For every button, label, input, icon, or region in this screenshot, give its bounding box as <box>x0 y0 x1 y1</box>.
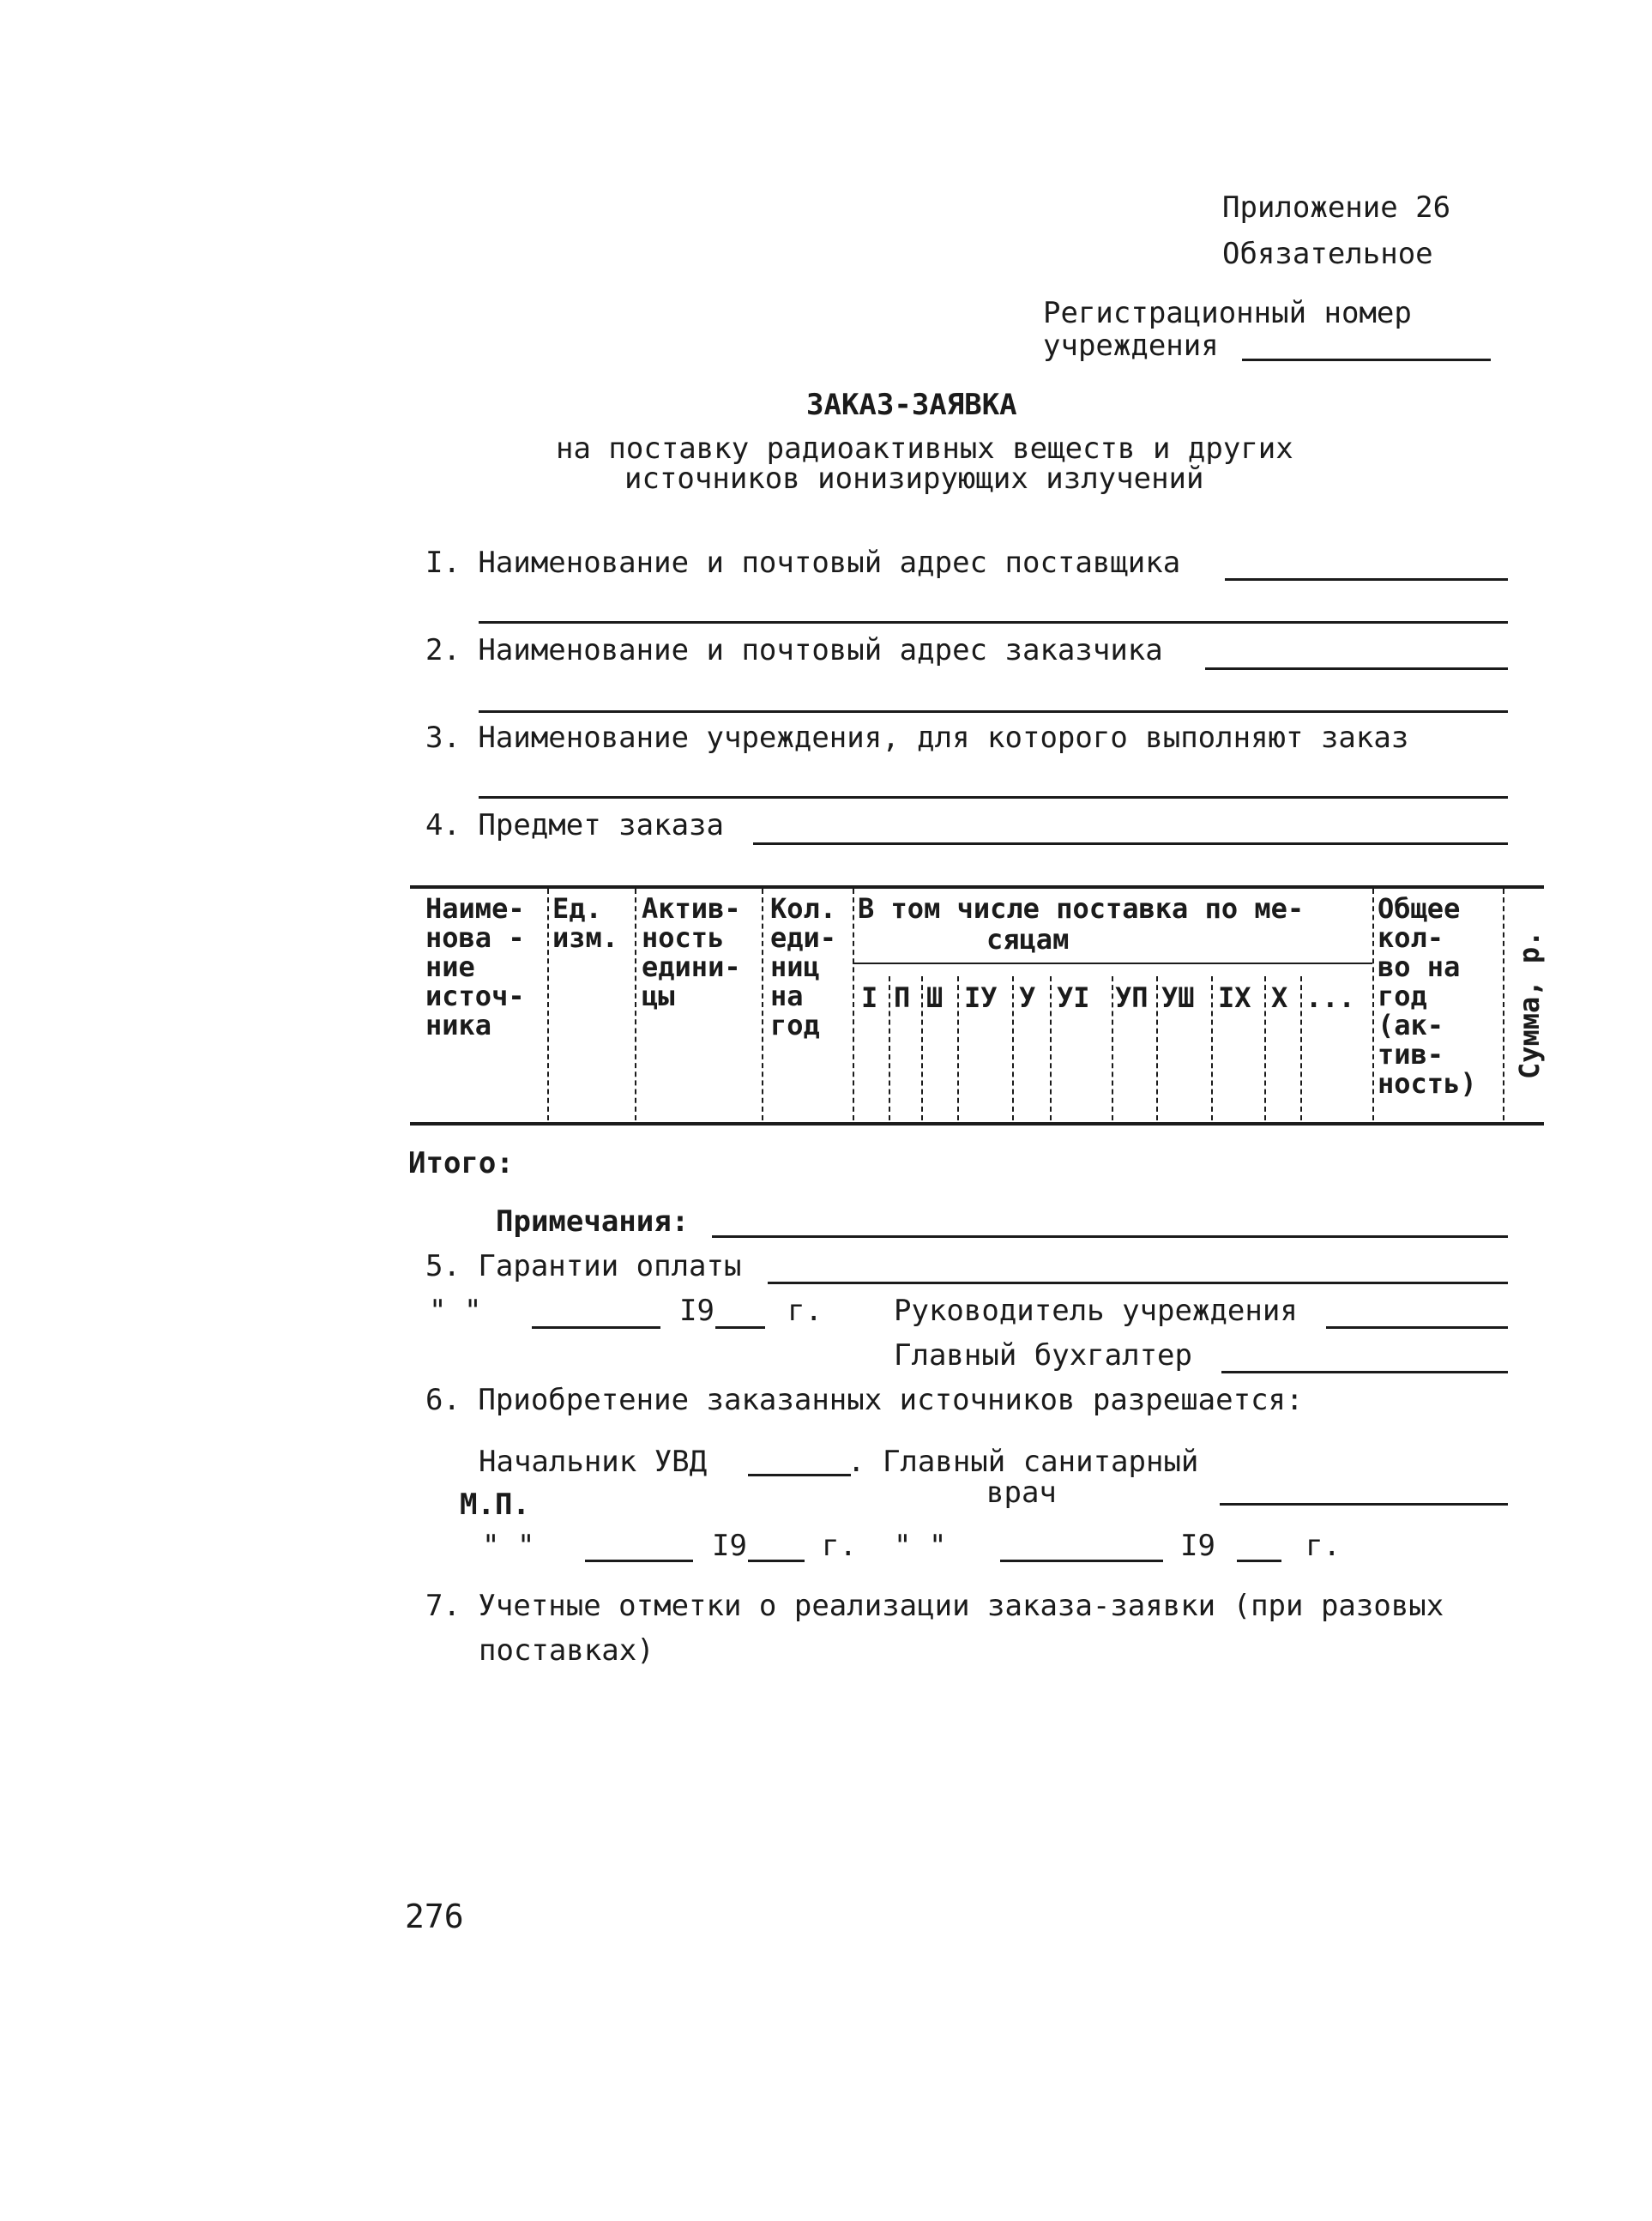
month-2: П <box>894 981 911 1014</box>
month-1: I <box>861 981 878 1014</box>
page-number: 276 <box>405 1898 464 1935</box>
item-7-accounting-notes-line2: поставках) <box>479 1633 654 1668</box>
reg-number-field[interactable] <box>1242 359 1491 361</box>
item-5-payment: 5. Гарантии оплаты <box>425 1249 742 1283</box>
notes-label: Примечания: <box>496 1204 690 1239</box>
supplier-field[interactable] <box>1225 578 1508 581</box>
month-9: IX <box>1218 981 1251 1014</box>
month-separator <box>1211 976 1213 1120</box>
month-separator <box>1300 976 1302 1120</box>
customer-field-line2[interactable] <box>479 710 1508 713</box>
month-separator <box>1264 976 1266 1120</box>
month-separator <box>921 976 923 1120</box>
notes-field[interactable] <box>712 1235 1508 1238</box>
uvd-date-year-field[interactable] <box>748 1560 805 1562</box>
payment-field[interactable] <box>768 1282 1508 1284</box>
month-5: У <box>1019 981 1036 1014</box>
col-header-activity: Актив- ность едини- цы <box>642 892 741 1012</box>
month-separator <box>1156 976 1158 1120</box>
item-1-supplier: I. Наименование и почтовый адрес поставщика <box>425 546 1181 580</box>
chief-sanitary-label: . Главный санитарный <box>847 1445 1199 1479</box>
col-header-name: Наиме- нова - ние источ- ника <box>425 892 525 1041</box>
months-subheader-line <box>853 963 1372 964</box>
mandatory-label: Обязательное <box>1222 237 1433 271</box>
col-header-quantity: Кол. еди- ниц на год <box>770 892 837 1041</box>
sanitary-date-year-field[interactable] <box>1237 1560 1281 1562</box>
table-col-separator <box>853 889 854 1120</box>
month-4: IУ <box>964 981 998 1014</box>
col-header-months-line2: сяцам <box>986 923 1070 956</box>
month-3: Ш <box>926 981 944 1014</box>
document-subtitle-line2: источников ионизирующих излучений <box>624 462 1204 496</box>
month-7: УП <box>1115 981 1149 1014</box>
month-separator <box>1012 976 1014 1120</box>
item-6-permission: 6. Приобретение заказанных источников разрешается: <box>425 1383 1304 1417</box>
head-signature-field[interactable] <box>1326 1326 1508 1329</box>
uvd-signature-field[interactable] <box>748 1474 851 1476</box>
month-separator <box>957 976 959 1120</box>
item-7-accounting-notes: 7. Учетные отметки о реализации заказа-заявки (при разовых <box>425 1589 1444 1623</box>
table-col-separator <box>635 889 636 1120</box>
table-col-separator <box>1503 889 1504 1120</box>
item-3-institution: 3. Наименование учреждения, для которого выполняют заказ <box>425 721 1409 755</box>
month-separator <box>1112 976 1113 1120</box>
stamp-place-label: М.П. <box>460 1488 530 1522</box>
document-subtitle-line1: на поставку радиоактивных веществ и других <box>556 432 1293 466</box>
uvd-date-quote-marks: " " <box>482 1529 535 1563</box>
month-separator <box>889 976 890 1120</box>
month-8: УШ <box>1161 981 1195 1014</box>
table-col-separator <box>1372 889 1374 1120</box>
chief-sanitary-label-line2: врач <box>986 1476 1057 1510</box>
head-of-institution-label: Руководитель учреждения <box>894 1294 1298 1328</box>
accountant-signature-field[interactable] <box>1221 1371 1508 1373</box>
month-more: ... <box>1305 981 1355 1014</box>
sanitary-date-quote-marks: " " <box>894 1529 947 1563</box>
sanitary-date-year-suffix: г. <box>1305 1529 1341 1563</box>
uvd-date-year-suffix: г. <box>822 1529 857 1563</box>
date-day-field[interactable] <box>532 1326 660 1329</box>
document-title: ЗАКАЗ-ЗАЯВКА <box>806 388 1017 422</box>
appendix-label: Приложение 26 <box>1222 190 1451 225</box>
date-year-prefix: I9 <box>679 1294 714 1328</box>
total-label: Итого: <box>408 1146 514 1180</box>
subject-field[interactable] <box>753 842 1508 845</box>
chief-accountant-label: Главный бухгалтер <box>894 1338 1192 1373</box>
col-header-total: Общее кол- во на год (ак- тив- ность) <box>1378 892 1477 1100</box>
table-bottom-border <box>410 1122 1544 1126</box>
item-4-subject: 4. Предмет заказа <box>425 808 724 842</box>
uvd-date-year-prefix: I9 <box>712 1529 747 1563</box>
sanitary-date-year-prefix: I9 <box>1180 1529 1215 1563</box>
month-separator <box>1050 976 1052 1120</box>
supplier-field-line2[interactable] <box>479 621 1508 624</box>
month-10: X <box>1271 981 1288 1014</box>
col-header-unit: Ед. изм. <box>552 892 619 954</box>
reg-institution-label: учреждения <box>1043 329 1219 363</box>
uvd-head-label: Начальник УВД <box>479 1445 708 1479</box>
date-year-suffix: г. <box>787 1294 823 1328</box>
uvd-date-day-field[interactable] <box>585 1560 693 1562</box>
col-header-sum: Сумма, р. <box>1513 930 1546 1079</box>
col-header-months: В том числе поставка по ме- <box>858 892 1305 925</box>
date-year-field[interactable] <box>715 1326 765 1329</box>
date-quote-marks: " " <box>429 1294 482 1328</box>
month-6: УI <box>1057 981 1090 1014</box>
item-2-customer: 2. Наименование и почтовый адрес заказчика <box>425 633 1163 667</box>
customer-field[interactable] <box>1205 667 1508 670</box>
institution-field[interactable] <box>479 796 1508 799</box>
reg-number-label: Регистрационный номер <box>1043 296 1412 330</box>
table-col-separator <box>762 889 763 1120</box>
sanitary-date-day-field[interactable] <box>1000 1560 1163 1562</box>
sanitary-signature-field[interactable] <box>1220 1503 1508 1506</box>
table-col-separator <box>547 889 549 1120</box>
